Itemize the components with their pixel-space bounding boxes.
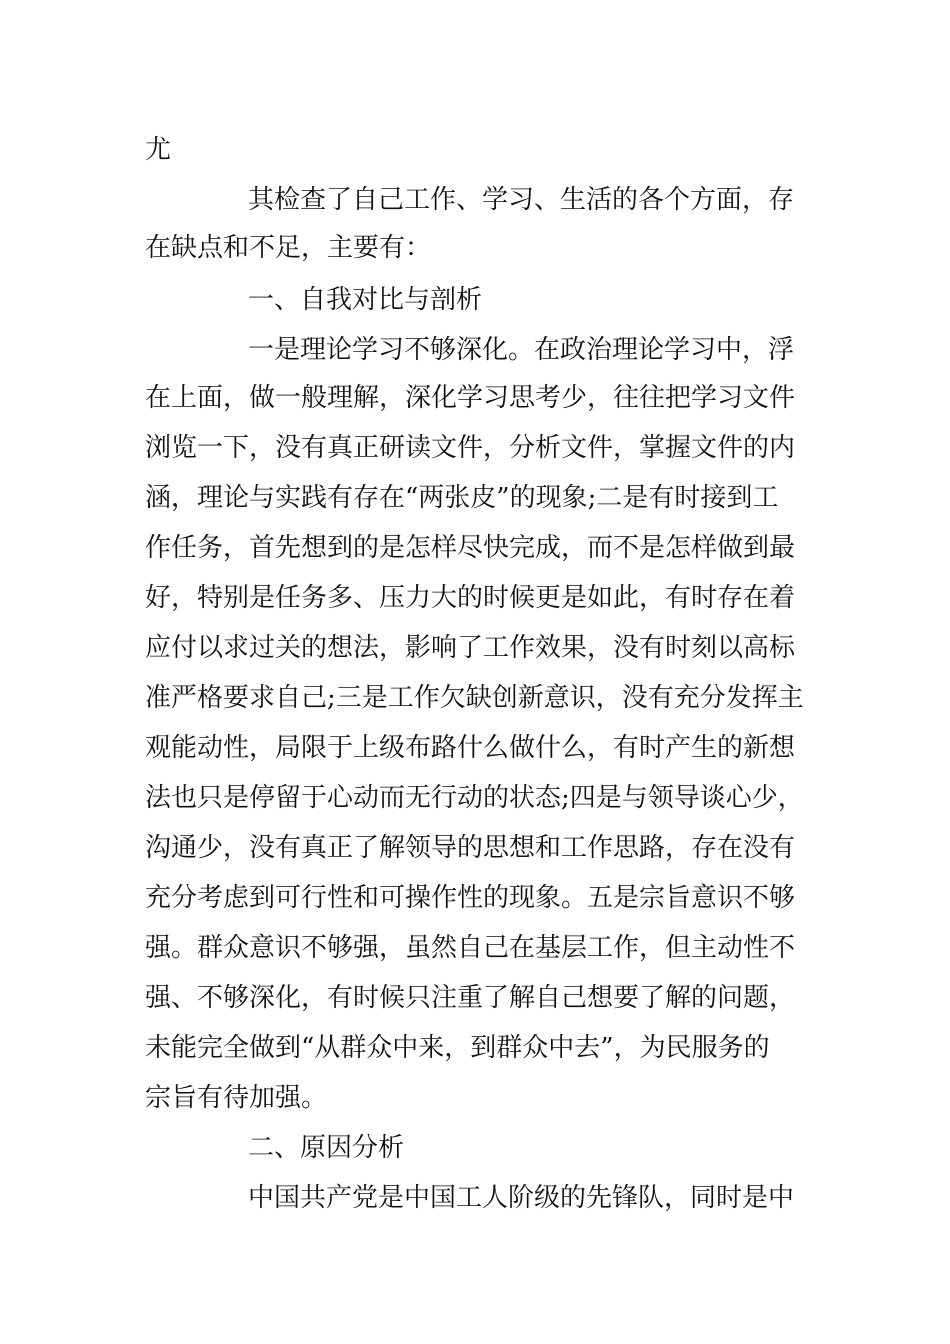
text-line: 涵，理论与实践有存在“两张皮”的现象;二是有时接到工 — [145, 483, 779, 513]
text-line: 在缺点和不足，主要有： — [145, 233, 432, 263]
text-line: 在上面，做一般理解，深化学习思考少，往往把学习文件 — [145, 383, 796, 413]
text-line: 沟通少，没有真正了解领导的思想和工作思路，存在没有 — [145, 833, 796, 863]
paragraph-first-line: 一是理论学习不够深化。在政治理论学习中，浮 — [248, 335, 795, 365]
text-line: 宗旨有待加强。 — [145, 1083, 328, 1113]
paragraph-first-line: 中国共产党是中国工人阶级的先锋队，同时是中 — [248, 1183, 795, 1213]
text-line: 强、不够深化，有时候只注重了解自己想要了解的问题， — [145, 983, 796, 1013]
text-line: 充分考虑到可行性和可操作性的现象。五是宗旨意识不够 — [145, 883, 796, 913]
text-line: 浏览一下，没有真正研读文件，分析文件，掌握文件的内 — [145, 433, 796, 463]
text-line: 强。群众意识不够强，虽然自己在基层工作，但主动性不 — [145, 933, 796, 963]
text-line: 准严格要求自己;三是工作欠缺创新意识，没有充分发挥主 — [145, 683, 804, 713]
section-heading-1: 一、自我对比与剖析 — [248, 285, 483, 315]
text-line: 观能动性，局限于上级布路什么做什么，有时产生的新想 — [145, 733, 796, 763]
text-line: 尤 — [145, 135, 172, 165]
text-line: 未能完全做到“从群众中来，到群众中去”，为民服务的 — [145, 1033, 770, 1063]
text-line: 好，特别是任务多、压力大的时候更是如此，有时存在着 — [145, 583, 796, 613]
text-line: 法也只是停留于心动而无行动的状态;四是与领导谈心少， — [145, 783, 804, 813]
text-line: 作任务，首先想到的是怎样尽快完成，而不是怎样做到最 — [145, 533, 796, 563]
text-line: 应付以求过关的想法，影响了工作效果，没有时刻以高标 — [145, 633, 796, 663]
section-heading-2: 二、原因分析 — [248, 1133, 405, 1163]
paragraph-first-line: 其检查了自己工作、学习、生活的各个方面，存 — [248, 185, 795, 215]
